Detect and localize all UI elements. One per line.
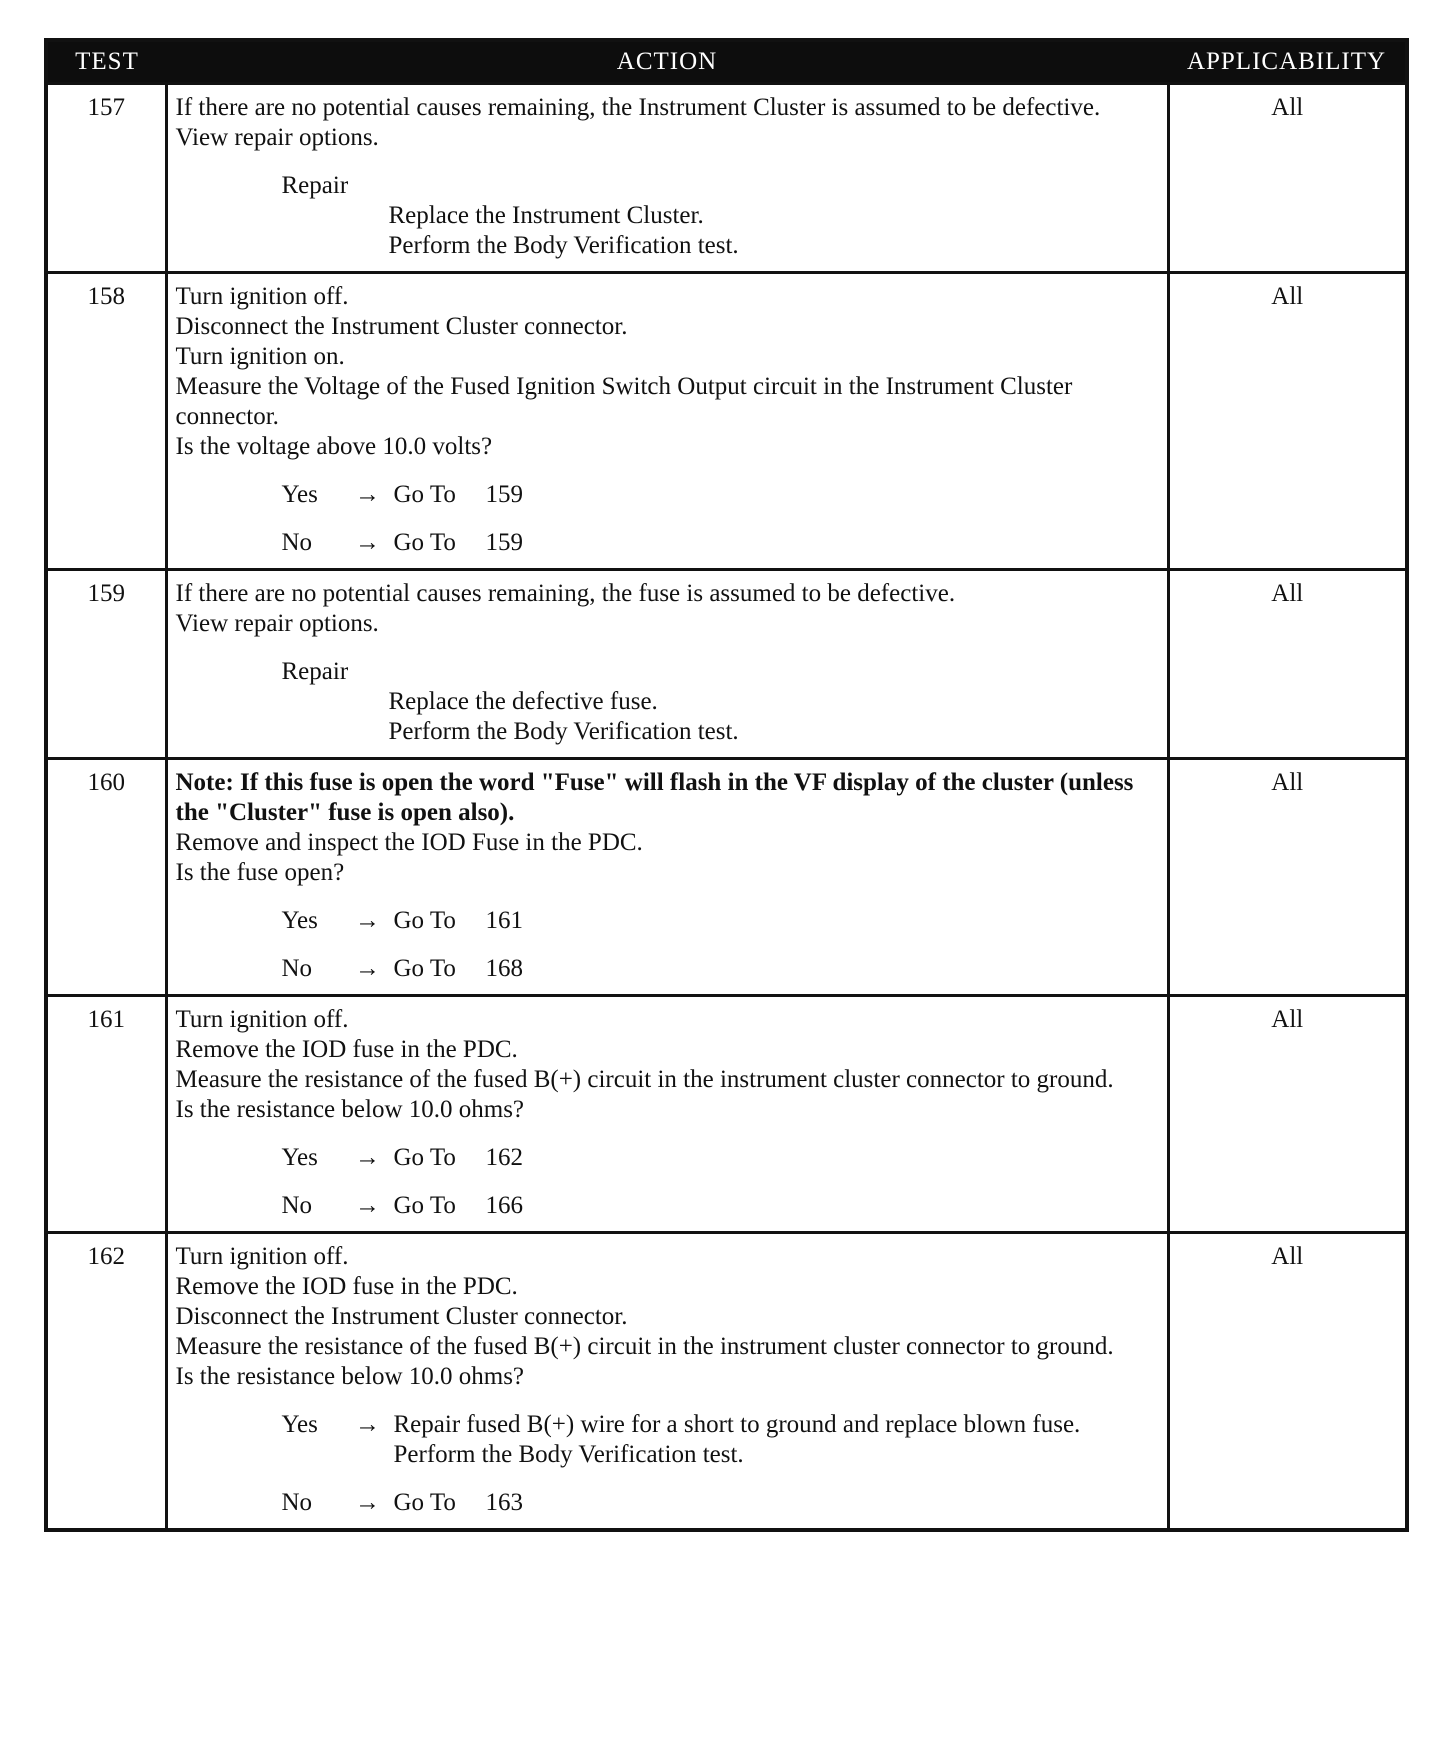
goto-label: Go To [393, 529, 456, 556]
repair-step: Replace the defective fuse. [388, 688, 658, 715]
repair-instruction: Perform the Body Verification test. [393, 1441, 744, 1468]
action-line: Remove the IOD fuse in the PDC. [175, 1036, 518, 1063]
repair-label: Repair [281, 172, 349, 199]
applicability-value: All [1168, 570, 1405, 759]
yes-label: Yes [281, 1144, 318, 1171]
goto-label: Go To [393, 955, 456, 982]
action-line: Turn ignition on. [175, 343, 345, 370]
goto-target: 159 [485, 529, 523, 556]
no-label: No [281, 529, 313, 556]
no-branch [176, 528, 1159, 558]
right-arrow-icon: → [355, 1144, 380, 1171]
action-line: Is the resistance below 10.0 ohms? [175, 1363, 525, 1390]
yes-branch [176, 1410, 1159, 1470]
goto-target: 168 [485, 955, 523, 982]
action-line: Is the fuse open? [175, 859, 345, 886]
action-line: If there are no potential causes remaining, the Instrument Cluster is assumed to be defective. [175, 94, 1101, 121]
applicability-value: All [1168, 996, 1405, 1233]
yes-label: Yes [281, 907, 318, 934]
test-row-157 [48, 84, 1405, 273]
goto-target: 163 [485, 1489, 523, 1516]
no-label: No [281, 1489, 313, 1516]
applicability-value: All [1168, 84, 1405, 273]
goto-target: 162 [485, 1144, 523, 1171]
yes-branch [176, 480, 1159, 510]
action-line: Is the voltage above 10.0 volts? [175, 433, 493, 460]
repair-instruction: Repair fused B(+) wire for a short to ground and replace blown fuse. [393, 1411, 1081, 1438]
action-line: Measure the resistance of the fused B(+) circuit in the instrument cluster connector to ground. [175, 1333, 1114, 1360]
action-line: Measure the resistance of the fused B(+) circuit in the instrument cluster connector to ground. [175, 1066, 1114, 1093]
goto-target: 159 [485, 481, 523, 508]
no-label: No [281, 1192, 313, 1219]
right-arrow-icon: → [355, 481, 380, 508]
goto-target: 166 [485, 1192, 523, 1219]
goto-label: Go To [393, 1192, 456, 1219]
column-header-applicability: APPLICABILITY [1168, 42, 1405, 84]
test-row-158 [48, 273, 1405, 570]
yes-label: Yes [281, 481, 318, 508]
action-line: Turn ignition off. [175, 1006, 349, 1033]
goto-label: Go To [393, 481, 456, 508]
no-label: No [281, 955, 313, 982]
action-line: View repair options. [175, 124, 379, 151]
action-line: Turn ignition off. [175, 283, 349, 310]
repair-label: Repair [281, 658, 349, 685]
action-cell [166, 273, 1168, 570]
action-line: If there are no potential causes remaining, the fuse is assumed to be defective. [175, 580, 956, 607]
action-cell [166, 84, 1168, 273]
action-line: Remove and inspect the IOD Fuse in the PDC. [175, 829, 643, 856]
goto-label: Go To [393, 1144, 456, 1171]
test-number: 158 [48, 273, 166, 570]
right-arrow-icon: → [355, 529, 380, 556]
column-header-test: TEST [48, 42, 166, 84]
right-arrow-icon: → [355, 1411, 380, 1438]
action-line: Disconnect the Instrument Cluster connector. [175, 1303, 628, 1330]
repair-step: Replace the Instrument Cluster. [388, 202, 704, 229]
action-line: Measure the Voltage of the Fused Ignition Switch Output circuit in the Instrument Cluster connector. [175, 373, 1073, 430]
applicability-value: All [1168, 759, 1405, 996]
diagnostic-procedure-sheet [44, 38, 1409, 1532]
action-cell [166, 570, 1168, 759]
no-branch [176, 1488, 1159, 1518]
applicability-value: All [1168, 1233, 1405, 1529]
test-row-161 [48, 996, 1405, 1233]
goto-label: Go To [393, 907, 456, 934]
applicability-value: All [1168, 273, 1405, 570]
note-text: Note: If this fuse is open the word "Fuse" will flash in the VF display of the cluster (unless the "Cluster" fuse is open also). [175, 769, 1134, 826]
test-row-162 [48, 1233, 1405, 1529]
test-number: 160 [48, 759, 166, 996]
diagnostic-test-table [48, 42, 1405, 1528]
right-arrow-icon: → [355, 907, 380, 934]
action-line: Remove the IOD fuse in the PDC. [175, 1273, 518, 1300]
test-number: 157 [48, 84, 166, 273]
repair-step: Perform the Body Verification test. [388, 718, 739, 745]
action-cell [166, 1233, 1168, 1529]
test-row-159 [48, 570, 1405, 759]
yes-label: Yes [281, 1411, 318, 1438]
action-cell [166, 996, 1168, 1233]
no-branch [176, 1191, 1159, 1221]
goto-label: Go To [393, 1489, 456, 1516]
right-arrow-icon: → [355, 955, 380, 982]
action-line: Turn ignition off. [175, 1243, 349, 1270]
test-number: 161 [48, 996, 166, 1233]
right-arrow-icon: → [355, 1489, 380, 1516]
repair-step: Perform the Body Verification test. [388, 232, 739, 259]
test-row-160 [48, 759, 1405, 996]
yes-branch [176, 1143, 1159, 1173]
goto-target: 161 [485, 907, 523, 934]
action-cell [166, 759, 1168, 996]
action-line: Disconnect the Instrument Cluster connector. [175, 313, 628, 340]
table-header-row [48, 42, 1405, 84]
test-number: 159 [48, 570, 166, 759]
yes-branch [176, 906, 1159, 936]
action-line: Is the resistance below 10.0 ohms? [175, 1096, 525, 1123]
right-arrow-icon: → [355, 1192, 380, 1219]
no-branch [176, 954, 1159, 984]
column-header-action: ACTION [166, 42, 1168, 84]
action-line: View repair options. [175, 610, 379, 637]
test-number: 162 [48, 1233, 166, 1529]
